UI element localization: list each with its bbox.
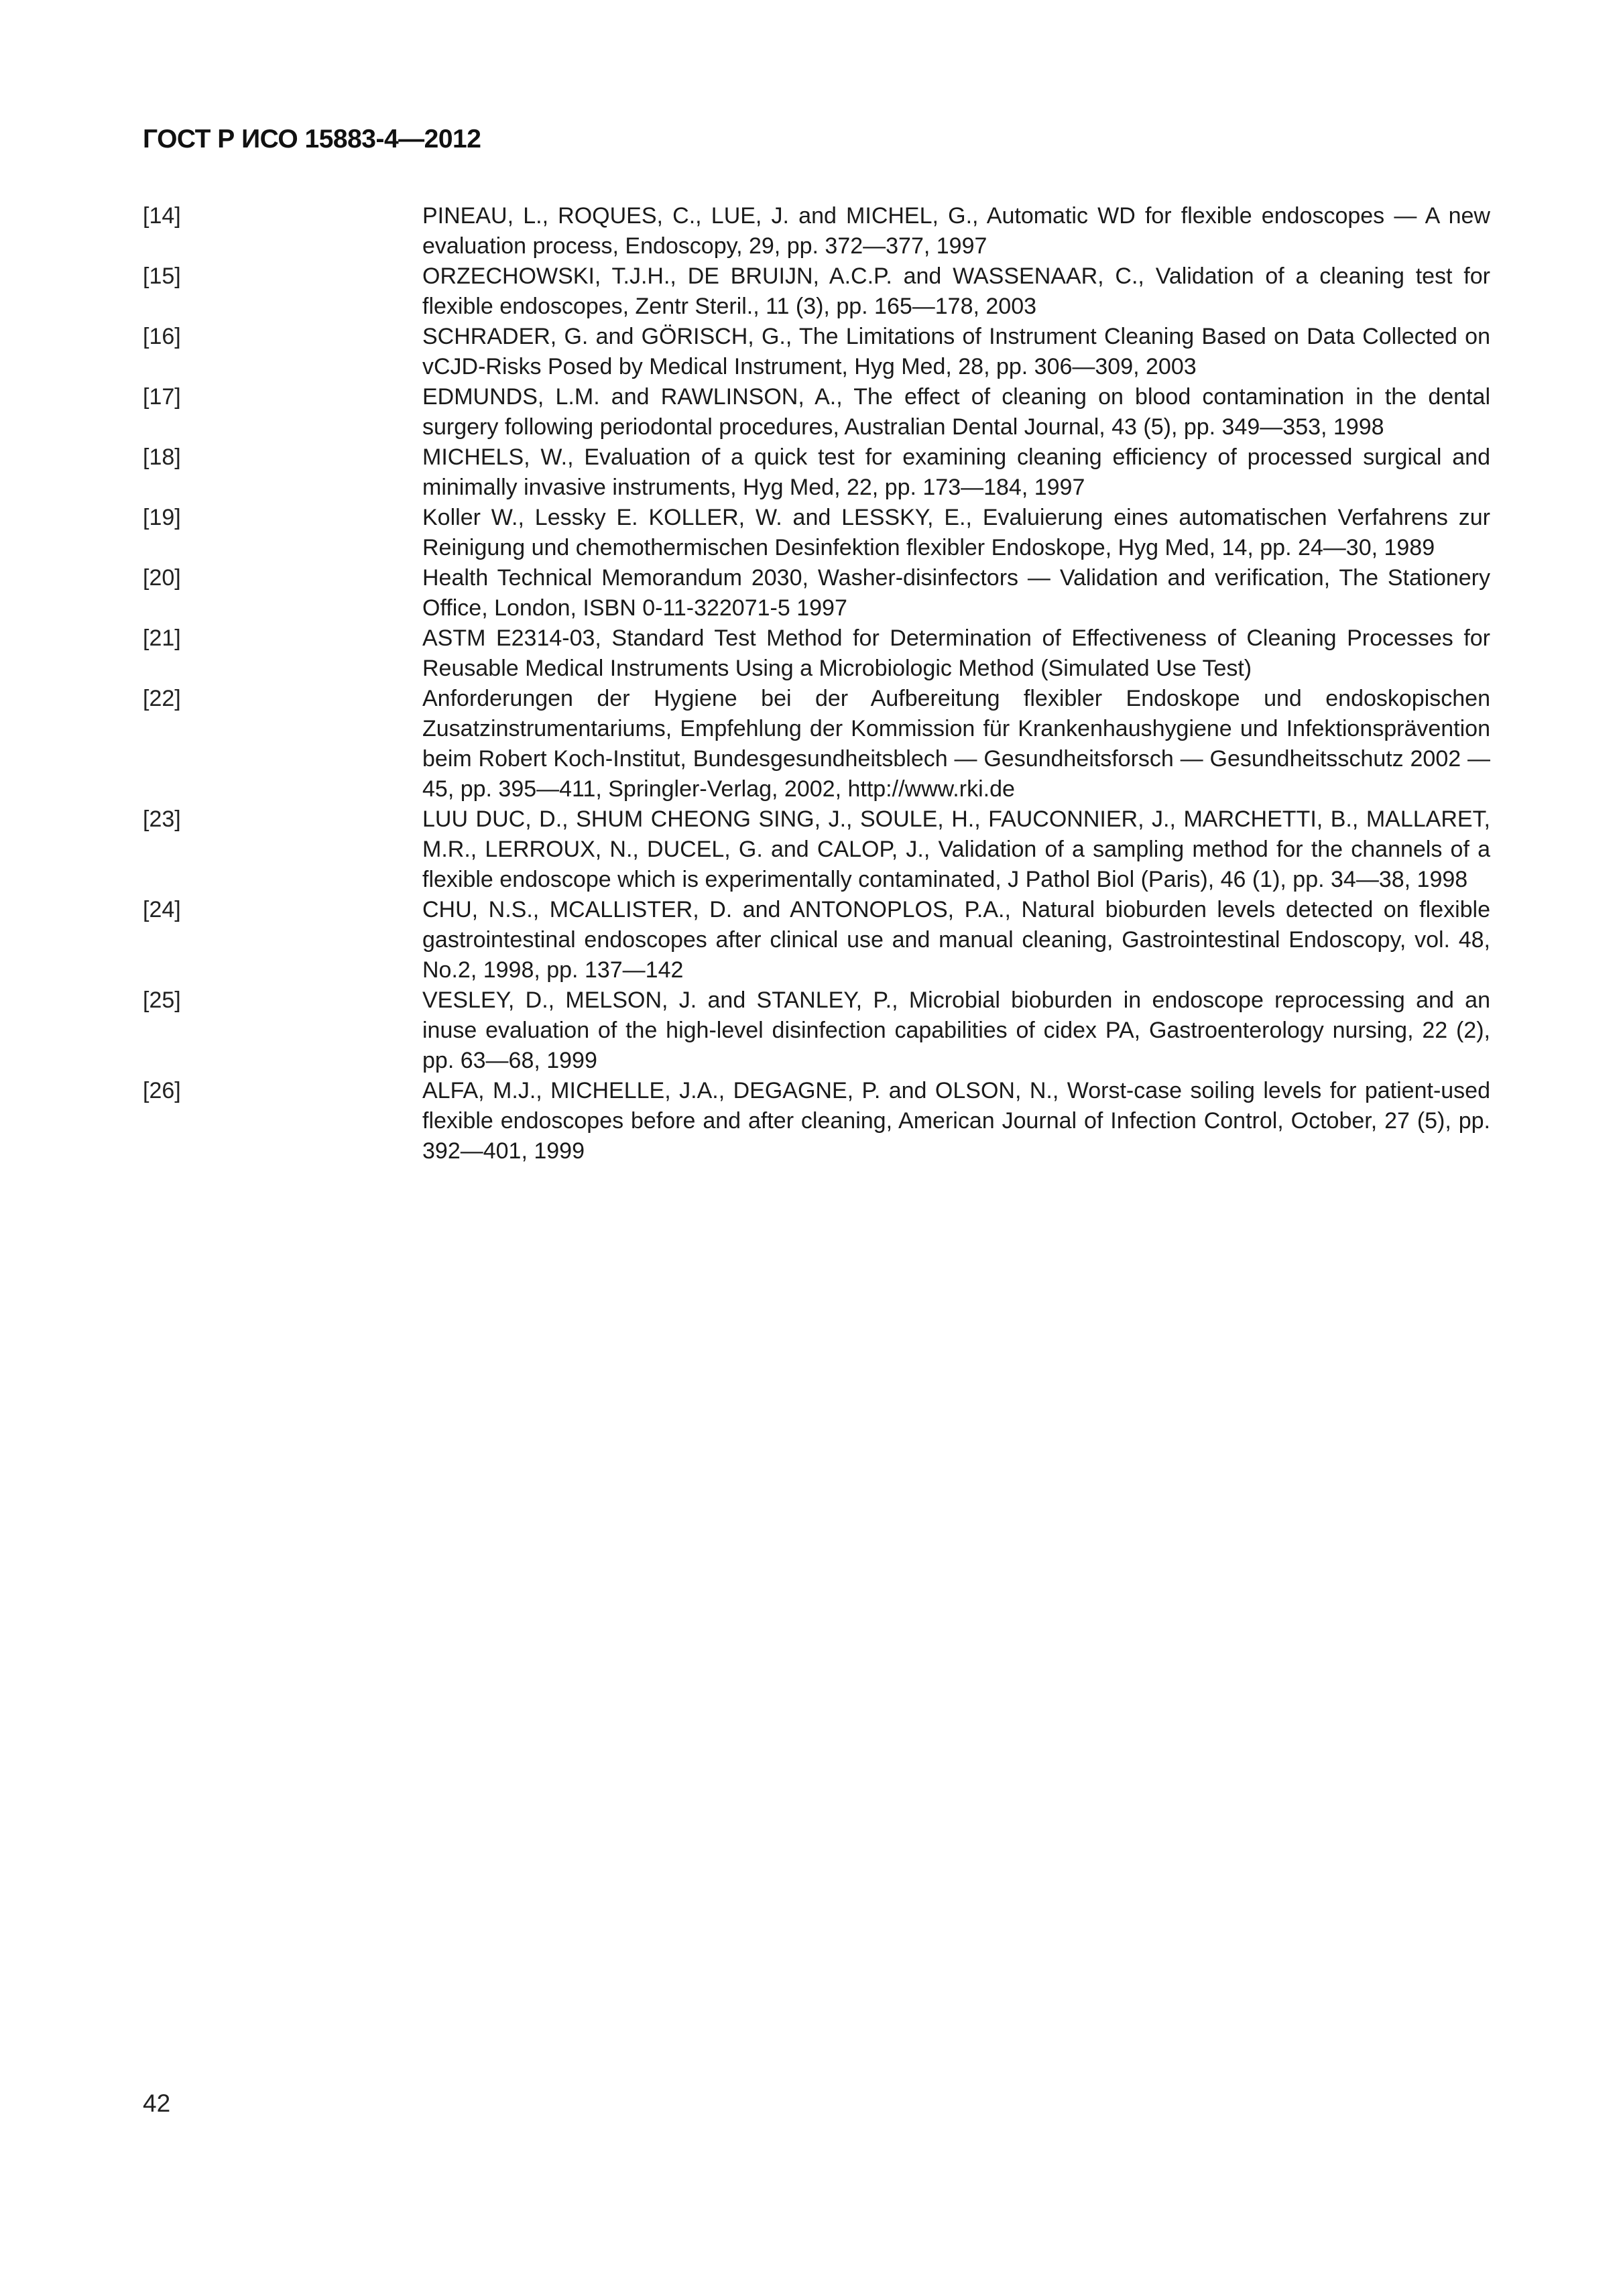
reference-number: [21] — [143, 625, 181, 651]
reference-number: [15] — [143, 263, 181, 289]
reference-item — [143, 322, 1490, 382]
reference-number: [18] — [143, 444, 181, 470]
reference-number: [23] — [143, 806, 181, 832]
reference-item — [143, 503, 1490, 563]
reference-item — [143, 442, 1490, 503]
reference-number: [22] — [143, 686, 181, 711]
reference-number: [16] — [143, 324, 181, 349]
reference-number: [14] — [143, 203, 181, 229]
reference-number: [25] — [143, 987, 181, 1013]
reference-number: [26] — [143, 1078, 181, 1103]
reference-item — [143, 201, 1490, 261]
reference-item — [143, 382, 1490, 442]
page-number: 42 — [143, 2090, 171, 2117]
reference-text: EDMUNDS, L.M. and RAWLINSON, A., The effect of cleaning on blood contamination in the dental surgery following periodontal procedures, Australian Dental Journal, 43 (5), pp. 349—353, 1998 — [422, 384, 1490, 440]
reference-item — [143, 563, 1490, 623]
reference-text: Anforderungen der Hygiene bei der Aufbereitung flexibler Endoskope und endoskopischen Zusatzinstrumentariums, Empfehlung der Kommission für Krankenhaushygiene und Infektionsprävention beim Robert Koch-Institut, Bundesgesundheitsblech — Gesundheitsforsch — Gesundheitsschutz 2002 — 45, pp. 395—411, Springler-Verlag, 2002, http://www.rki.de — [422, 686, 1490, 802]
reference-text: ALFA, M.J., MICHELLE, J.A., DEGAGNE, P. and OLSON, N., Worst-case soiling levels for patient-used flexible endoscopes before and after cleaning, American Journal of Infection Control, October, 27 (5), pp. 392—401, 1999 — [422, 1078, 1490, 1164]
reference-item — [143, 1076, 1490, 1166]
reference-item — [143, 985, 1490, 1076]
reference-item — [143, 623, 1490, 684]
reference-item — [143, 684, 1490, 804]
reference-text: MICHELS, W., Evaluation of a quick test for examining cleaning efficiency of processed surgical and minimally invasive instruments, Hyg Med, 22, pp. 173—184, 1997 — [422, 444, 1490, 500]
reference-text: VESLEY, D., MELSON, J. and STANLEY, P., Microbial bioburden in endoscope reprocessing and an inuse evaluation of the high-level disinfection capabilities of cidex PA, Gastroenterology nursing, 22 (2), pp. 63—68, 1999 — [422, 987, 1490, 1073]
reference-text: LUU DUC, D., SHUM CHEONG SING, J., SOULE, H., FAUCONNIER, J., MARCHETTI, B., MALLARET, M.R., LERROUX, N., DUCEL, G. and CALOP, J., Validation of a sampling method for the channels of a flexible endoscope which is experimentally contaminated, J Pathol Biol (Paris), 46 (1), pp. 34—38, 1998 — [422, 806, 1490, 892]
document-header: ГОСТ Р ИСО 15883-4—2012 — [143, 125, 481, 154]
reference-text: Koller W., Lessky E. KOLLER, W. and LESSKY, E., Evaluierung eines automatischen Verfahrens zur Reinigung und chemothermischen Desinfektion flexibler Endoskope, Hyg Med, 14, pp. 24—30, 1989 — [422, 505, 1490, 560]
reference-number: [19] — [143, 505, 181, 530]
reference-item — [143, 261, 1490, 322]
reference-text: SCHRADER, G. and GÖRISCH, G., The Limitations of Instrument Cleaning Based on Data Collected on vCJD-Risks Posed by Medical Instrument, Hyg Med, 28, pp. 306—309, 2003 — [422, 324, 1490, 379]
bibliography-list — [143, 201, 1490, 1166]
reference-text: Health Technical Memorandum 2030, Washer-disinfectors — Validation and verification, The Stationery Office, London, ISBN 0-11-322071-5 1997 — [422, 565, 1490, 621]
reference-item — [143, 804, 1490, 895]
reference-item — [143, 895, 1490, 985]
reference-number: [20] — [143, 565, 181, 591]
reference-number: [17] — [143, 384, 181, 410]
reference-text: CHU, N.S., MCALLISTER, D. and ANTONOPLOS, P.A., Natural bioburden levels detected on flexible gastrointestinal endoscopes after clinical use and manual cleaning, Gastrointestinal Endoscopy, vol. 48, No.2, 1998, pp. 137—142 — [422, 897, 1490, 983]
reference-text: PINEAU, L., ROQUES, C., LUE, J. and MICHEL, G., Automatic WD for flexible endoscopes — A new evaluation process, Endoscopy, 29, pp. 372—377, 1997 — [422, 203, 1490, 259]
reference-number: [24] — [143, 897, 181, 922]
reference-text: ASTM E2314-03, Standard Test Method for Determination of Effectiveness of Cleaning Processes for Reusable Medical Instruments Using a Microbiologic Method (Simulated Use Test) — [422, 625, 1490, 681]
reference-text: ORZECHOWSKI, T.J.H., DE BRUIJN, A.C.P. and WASSENAAR, C., Validation of a cleaning test for flexible endoscopes, Zentr Steril., 11 (3), pp. 165—178, 2003 — [422, 263, 1490, 319]
